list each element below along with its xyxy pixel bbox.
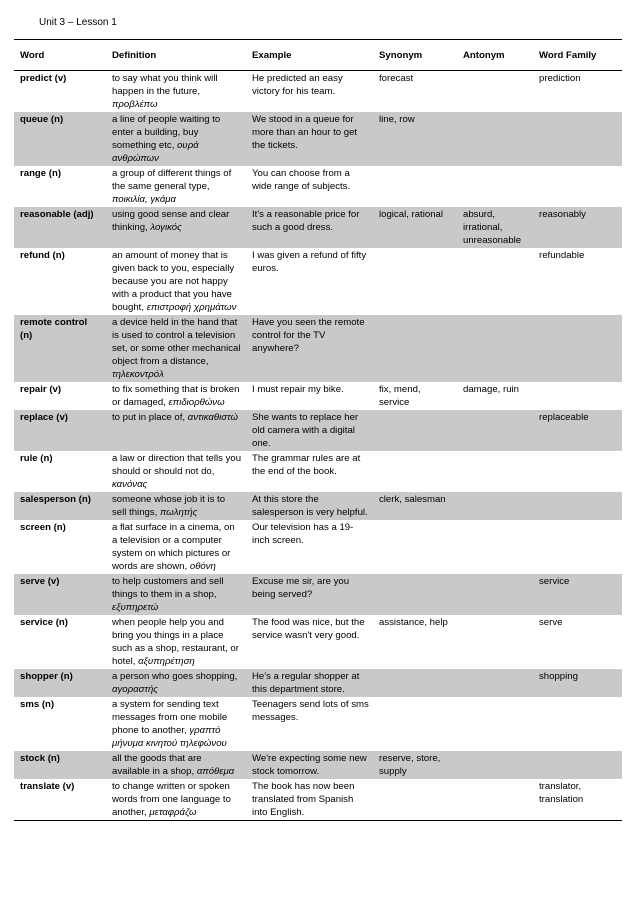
table-row	[14, 410, 622, 451]
definition-text: to put in place of,	[112, 412, 186, 423]
table-header-row	[14, 40, 622, 71]
cell-definition	[106, 112, 246, 166]
table-row	[14, 207, 622, 248]
cell-antonym	[457, 410, 533, 451]
cell-definition	[106, 492, 246, 520]
cell-synonym: reserve, store, supply	[373, 751, 457, 779]
cell-example: The food was nice, but the service wasn't very good.	[252, 617, 365, 641]
definition-text: a law or direction that tells you should or should not do,	[112, 453, 242, 477]
table-row	[14, 71, 622, 113]
table-row	[14, 492, 622, 520]
greek-translation: ποικιλία, γκάμα	[112, 194, 177, 205]
cell-word-family	[533, 112, 622, 166]
greek-translation: γραπτό μήνυμα κινητού τηλεφώνου	[112, 725, 227, 749]
definition-text: a system for sending text messages from one mobile phone to another,	[112, 699, 228, 736]
greek-translation: αντικαθιστώ	[187, 412, 238, 423]
vocabulary-table	[14, 39, 622, 821]
cell-synonym: forecast	[379, 73, 414, 84]
cell-word-family	[533, 451, 622, 492]
cell-antonym	[457, 574, 533, 615]
cell-word-family	[533, 166, 622, 207]
cell-synonym: clerk, salesman	[373, 492, 457, 520]
greek-translation: επιστροφή χρημάτων	[146, 302, 237, 313]
cell-word: screen (n)	[20, 522, 66, 533]
cell-example: Teenagers send lots of sms messages.	[252, 699, 369, 723]
column-header-example: Example	[246, 40, 373, 71]
cell-definition	[106, 410, 246, 451]
cell-definition	[106, 166, 246, 207]
cell-example: Have you seen the remote control for the TV anywhere?	[246, 315, 373, 382]
definition-text: to fix something that is broken or damaged,	[112, 384, 240, 408]
table-row	[14, 382, 622, 410]
table-row	[14, 248, 622, 315]
vocabulary-rows	[14, 71, 622, 821]
unit-label: Unit 3 – Lesson 1	[39, 17, 117, 28]
table-row	[14, 166, 622, 207]
cell-antonym	[457, 520, 533, 574]
cell-word: refund (n)	[20, 250, 65, 261]
cell-word: range (n)	[20, 168, 62, 179]
cell-antonym	[457, 779, 533, 821]
cell-example: At this store the salesperson is very helpful.	[246, 492, 373, 520]
cell-synonym	[373, 248, 457, 315]
greek-translation: πωλητής	[160, 507, 198, 518]
cell-antonym	[457, 248, 533, 315]
cell-word-family	[533, 492, 622, 520]
column-header-definition: Definition	[106, 40, 246, 71]
cell-definition	[106, 382, 246, 410]
cell-example: I was given a refund of fifty euros.	[252, 250, 367, 274]
cell-word-family: serve	[539, 617, 563, 628]
cell-word-family: reasonably	[533, 207, 622, 248]
cell-definition	[106, 669, 246, 697]
cell-synonym	[373, 697, 457, 751]
cell-definition	[106, 779, 246, 821]
definition-text: a flat surface in a cinema, on a television or a computer system on which pictures or words are shown,	[112, 522, 235, 572]
cell-word: queue (n)	[14, 112, 106, 166]
cell-synonym	[373, 779, 457, 821]
cell-word: predict (v)	[20, 73, 67, 84]
cell-word-family	[533, 382, 622, 410]
cell-definition	[106, 451, 246, 492]
cell-definition	[106, 520, 246, 574]
definition-text: when people help you and bring you things in a place such as a shop, restaurant, or hotel,	[112, 617, 239, 667]
definition-text: to change written or spoken words from one language to another,	[112, 781, 231, 818]
table-row	[14, 520, 622, 574]
table-row	[14, 697, 622, 751]
definition-text: a line of people waiting to enter a building, buy something etc,	[112, 114, 221, 151]
cell-word-family: replaceable	[533, 410, 622, 451]
cell-antonym	[457, 697, 533, 751]
cell-antonym: absurd, irrational, unreasonable	[457, 207, 533, 248]
definition-text: a device held in the hand that is used to control a television set, or some other mechanical object from a distance,	[112, 317, 241, 367]
cell-antonym	[457, 112, 533, 166]
cell-synonym	[373, 574, 457, 615]
cell-example: The book has now been translated from Spanish into English.	[246, 779, 373, 821]
cell-word-family: refundable	[539, 250, 585, 261]
column-header-word-family: Word Family	[533, 40, 622, 71]
table-row	[14, 112, 622, 166]
cell-word-family: translator, translation	[533, 779, 622, 821]
column-header-synonym: Synonym	[373, 40, 457, 71]
cell-synonym	[373, 520, 457, 574]
cell-word: reasonable (adj)	[14, 207, 106, 248]
cell-word: stock (n)	[14, 751, 106, 779]
cell-antonym: damage, ruin	[463, 384, 519, 395]
cell-example: It's a reasonable price for such a good dress.	[246, 207, 373, 248]
cell-antonym	[457, 492, 533, 520]
cell-example: The grammar rules are at the end of the book.	[252, 453, 361, 477]
cell-word: rule (n)	[20, 453, 53, 464]
cell-example: We stood in a queue for more than an hour to get the tickets.	[246, 112, 373, 166]
table-row	[14, 669, 622, 697]
greek-translation: απόθεμα	[196, 766, 235, 777]
greek-translation: αγοραστής	[112, 684, 158, 695]
table-row	[14, 779, 622, 821]
cell-synonym	[373, 451, 457, 492]
cell-word-family	[533, 751, 622, 779]
definition-text: a person who goes shopping,	[112, 671, 238, 682]
cell-antonym	[457, 669, 533, 697]
cell-definition	[106, 697, 246, 751]
cell-example: We're expecting some new stock tomorrow.	[246, 751, 373, 779]
cell-antonym	[457, 71, 533, 113]
greek-translation: προβλέπω	[112, 99, 158, 110]
table-row	[14, 574, 622, 615]
greek-translation: τηλεκοντρόλ	[112, 369, 164, 380]
cell-example: Excuse me sir, are you being served?	[246, 574, 373, 615]
cell-synonym	[373, 410, 457, 451]
table-row	[14, 615, 622, 669]
cell-example: He predicted an easy victory for his team.	[252, 73, 343, 97]
cell-synonym: logical, rational	[373, 207, 457, 248]
cell-example: He's a regular shopper at this department store.	[246, 669, 373, 697]
cell-antonym	[457, 451, 533, 492]
definition-text: using good sense and clear thinking,	[112, 209, 230, 233]
cell-definition	[106, 71, 246, 113]
column-header-word: Word	[14, 40, 106, 71]
cell-example: Our television has a 19-inch screen.	[252, 522, 354, 546]
cell-synonym: assistance, help	[379, 617, 448, 628]
definition-text: a group of different things of the same general type,	[112, 168, 232, 192]
cell-example: You can choose from a wide range of subjects.	[252, 168, 351, 192]
definition-text: an amount of money that is given back to you, especially because you are not happy with a product that you have bought,	[112, 250, 235, 313]
cell-synonym	[373, 315, 457, 382]
cell-word: shopper (n)	[14, 669, 106, 697]
cell-word: service (n)	[20, 617, 68, 628]
greek-translation: ουρά ανθρώπων	[112, 140, 199, 164]
cell-word-family: shopping	[533, 669, 622, 697]
greek-translation: οθόνη	[189, 561, 216, 572]
cell-word-family	[533, 315, 622, 382]
cell-word: salesperson (n)	[14, 492, 106, 520]
cell-word: remote control (n)	[14, 315, 106, 382]
definition-text: to say what you think will happen in the future,	[112, 73, 218, 97]
greek-translation: επιδιορθώνω	[168, 397, 225, 408]
table-row	[14, 751, 622, 779]
greek-translation: μεταφράζω	[149, 807, 197, 818]
table-row	[14, 315, 622, 382]
table-row	[14, 451, 622, 492]
greek-translation: εξυπηρετώ	[112, 602, 159, 613]
cell-word: serve (v)	[14, 574, 106, 615]
cell-antonym	[457, 751, 533, 779]
cell-word-family	[533, 520, 622, 574]
cell-definition	[106, 615, 246, 669]
definition-text: to help customers and sell things to them in a shop,	[112, 576, 224, 600]
greek-translation: αξυπηρέτηση	[138, 656, 195, 667]
definition-text: someone whose job it is to sell things,	[112, 494, 226, 518]
cell-antonym	[457, 315, 533, 382]
cell-definition	[106, 315, 246, 382]
definition-text: all the goods that are available in a shop,	[112, 753, 202, 777]
cell-definition	[106, 574, 246, 615]
cell-word: repair (v)	[20, 384, 62, 395]
cell-word: translate (v)	[14, 779, 106, 821]
cell-word-family: prediction	[539, 73, 581, 84]
cell-word: sms (n)	[20, 699, 55, 710]
cell-definition	[106, 248, 246, 315]
cell-synonym: fix, mend, service	[379, 384, 421, 408]
cell-antonym	[457, 166, 533, 207]
cell-example: I must repair my bike.	[252, 384, 344, 395]
cell-definition	[106, 751, 246, 779]
greek-translation: κανόνας	[112, 479, 148, 490]
cell-word-family	[533, 697, 622, 751]
column-header-antonym: Antonym	[457, 40, 533, 71]
cell-antonym	[457, 615, 533, 669]
cell-synonym: line, row	[373, 112, 457, 166]
greek-translation: λογικός	[150, 222, 182, 233]
cell-word: replace (v)	[14, 410, 106, 451]
cell-synonym	[373, 166, 457, 207]
cell-example: She wants to replace her old camera with a digital one.	[246, 410, 373, 451]
cell-word-family: service	[533, 574, 622, 615]
cell-synonym	[373, 669, 457, 697]
cell-definition	[106, 207, 246, 248]
